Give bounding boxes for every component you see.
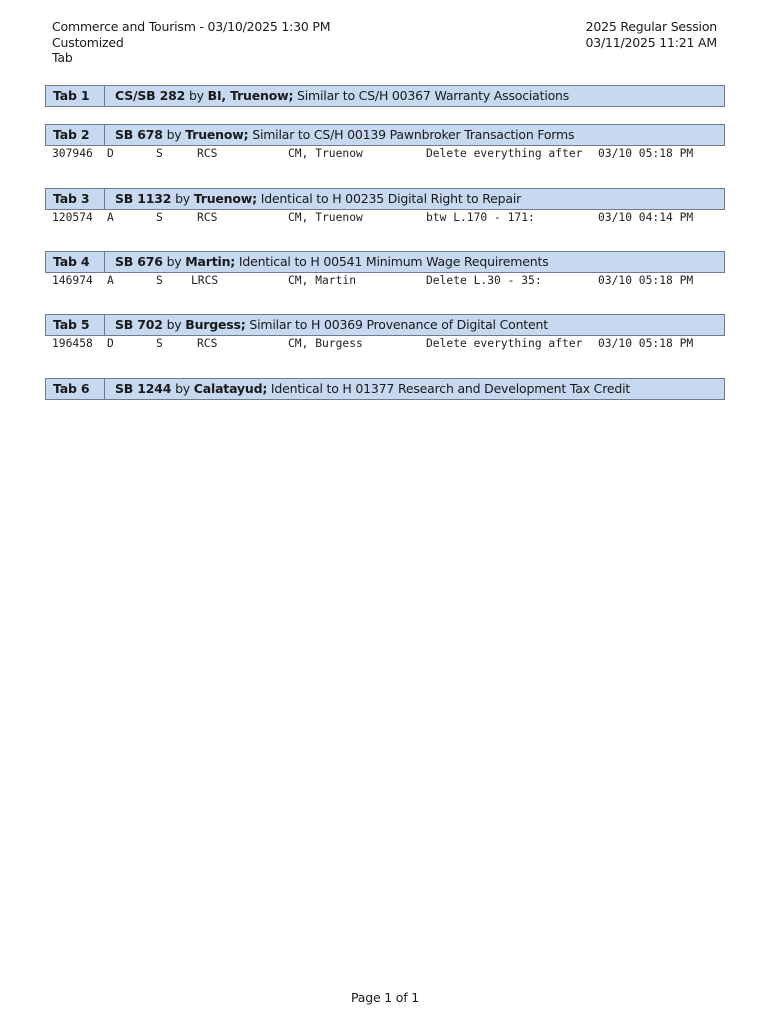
bill-title [105, 379, 630, 399]
tab-number: Tab 1 [46, 86, 105, 106]
amendment-action: A [107, 274, 114, 287]
report-timestamp: 03/11/2025 11:21 AM [585, 34, 717, 50]
session-name: 2025 Regular Session [585, 19, 717, 34]
report-subtitle: Customized [52, 34, 124, 50]
bill-sponsor: Truenow; [185, 127, 249, 142]
page-number: Page 1 of 1 [351, 990, 419, 1005]
amendment-time: 03/10 05:18 PM [598, 147, 694, 160]
by-label: by [175, 191, 190, 206]
tab-number: Tab 4 [46, 252, 105, 272]
amendment-id: 146974 [52, 274, 93, 287]
bill-title [105, 252, 549, 272]
tab-number: Tab 3 [46, 189, 105, 209]
amendment-note: Delete everything after [426, 147, 583, 160]
amendment-action: A [107, 211, 114, 224]
amendment-note: btw L.170 - 171: [426, 211, 535, 224]
by-label: by [175, 381, 190, 396]
bill-title [105, 125, 574, 145]
tab-block [45, 85, 725, 107]
tab-block [45, 314, 725, 352]
bill-title [105, 315, 548, 335]
tab-bar [45, 124, 725, 146]
by-label: by [188, 88, 204, 103]
by-label: by [166, 317, 182, 332]
amendment-sponsor: CM, Burgess [288, 337, 363, 350]
bill-sponsor: Burgess; [185, 317, 246, 332]
bill-sponsor: BI, Truenow; [207, 88, 294, 103]
amendment-row [45, 210, 725, 226]
tab-bar [45, 314, 725, 336]
bill-relation: Similar to H 00369 Provenance of Digital Content [249, 317, 548, 332]
amendment-committee: LRCS [191, 274, 219, 287]
by-label: by [166, 254, 182, 269]
bill-relation: Identical to H 01377 Research and Development Tax Credit [270, 381, 631, 396]
amendment-time: 03/10 05:18 PM [598, 274, 694, 287]
tab-block [45, 378, 725, 400]
amendment-chamber: S [156, 274, 163, 287]
amendment-sponsor: CM, Truenow [288, 211, 363, 224]
bill-number: SB 1244 [115, 381, 172, 396]
amendment-row [45, 273, 725, 289]
bill-number: SB 676 [115, 254, 163, 269]
bill-title [105, 86, 569, 106]
bill-sponsor: Calatayud; [193, 381, 268, 396]
amendment-time: 03/10 05:18 PM [598, 337, 694, 350]
bill-sponsor: Martin; [185, 254, 236, 269]
amendment-committee: RCS [197, 211, 218, 224]
tab-bar [45, 378, 725, 400]
amendment-id: 120574 [52, 211, 93, 224]
amendment-committee: RCS [197, 337, 218, 350]
bill-number: SB 678 [115, 127, 163, 142]
amendment-sponsor: CM, Martin [288, 274, 357, 287]
amendment-chamber: S [156, 211, 163, 224]
amendment-chamber: S [156, 337, 163, 350]
bill-relation: Similar to CS/H 00139 Pawnbroker Transaction Forms [252, 127, 575, 142]
tab-number: Tab 5 [46, 315, 105, 335]
tab-block [45, 251, 725, 289]
amendment-id: 196458 [52, 337, 93, 350]
amendment-note: Delete L.30 - 35: [426, 274, 542, 287]
tab-number: Tab 2 [46, 125, 105, 145]
report-title: Commerce and Tourism - 03/10/2025 1:30 PM [52, 19, 331, 34]
amendment-action: D [107, 147, 114, 160]
amendment-committee: RCS [197, 147, 218, 160]
bill-sponsor: Truenow; [193, 191, 257, 206]
report-type: Tab [52, 50, 73, 65]
bill-relation: Identical to H 00541 Minimum Wage Requirements [238, 254, 549, 269]
bill-title [105, 189, 521, 209]
amendment-sponsor: CM, Truenow [288, 147, 363, 160]
amendment-note: Delete everything after [426, 337, 583, 350]
amendment-chamber: S [156, 147, 163, 160]
bill-number: CS/SB 282 [115, 88, 186, 103]
report-header-left [52, 19, 330, 66]
tab-bar [45, 85, 725, 107]
tab-bar [45, 188, 725, 210]
by-label: by [166, 127, 182, 142]
tab-block [45, 188, 725, 226]
bill-relation: Identical to H 00235 Digital Right to Repair [260, 191, 522, 206]
bill-number: SB 702 [115, 317, 163, 332]
tab-block [45, 124, 725, 162]
amendment-row [45, 146, 725, 162]
amendment-action: D [107, 337, 114, 350]
amendment-time: 03/10 04:14 PM [598, 211, 694, 224]
bill-relation: Similar to CS/H 00367 Warranty Associations [297, 88, 570, 103]
amendment-row [45, 336, 725, 352]
tab-number: Tab 6 [46, 379, 105, 399]
amendment-id: 307946 [52, 147, 93, 160]
report-header-right [585, 19, 717, 50]
bill-number: SB 1132 [115, 191, 172, 206]
tab-bar [45, 251, 725, 273]
